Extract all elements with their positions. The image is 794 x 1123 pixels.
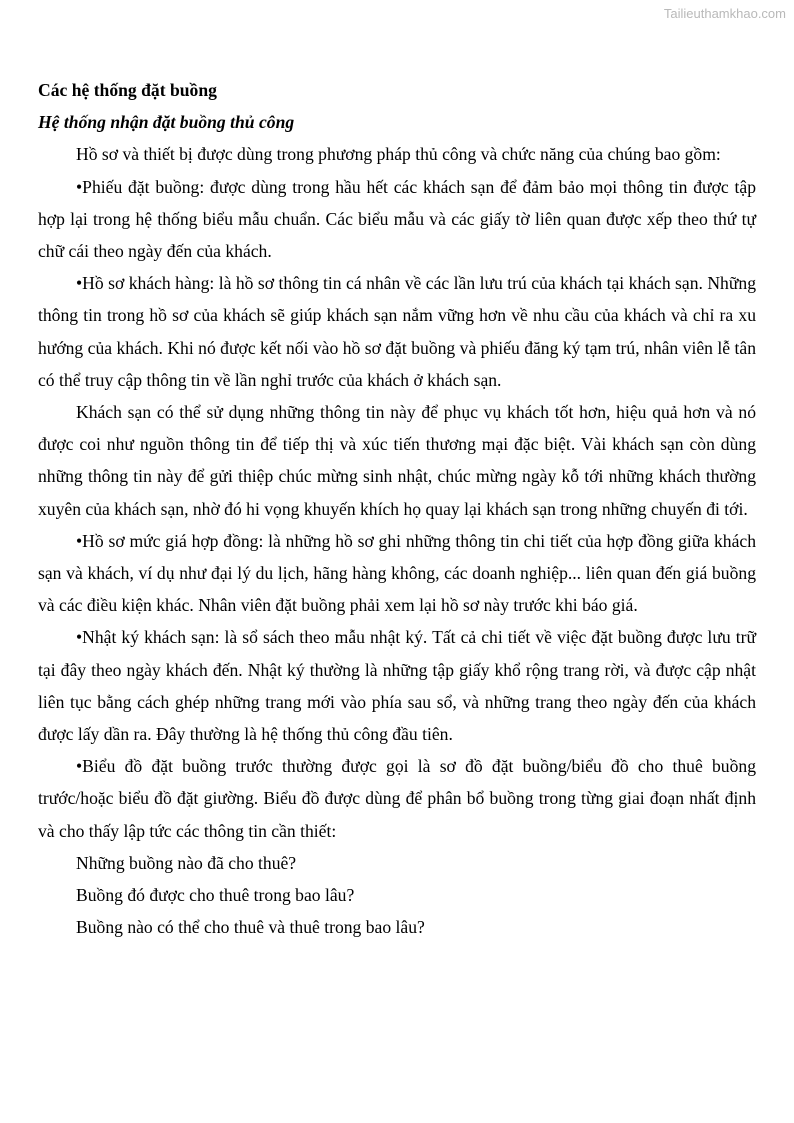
section-subtitle: Hệ thống nhận đặt buồng thủ công bbox=[38, 112, 295, 133]
question-item: Buồng nào có thể cho thuê và thuê trong bao lâu? bbox=[76, 917, 425, 938]
bullet-text: Nhật ký khách sạn: là sổ sách theo mẫu nhật ký. Tất cả chi tiết về việc đặt buồng được lưu trữ tại đây theo ngày khách đến. Nhật ký thường là những tập giấy khổ rộng trang rời, và được cập nhật liên tục bằng cách ghép những trang mới vào phía sau sổ, và những trang theo ngày đến của khách được lấy dần ra. Đây thường là hệ thống thủ công đầu tiên. bbox=[38, 627, 756, 745]
bullet-hotel-diary bbox=[38, 621, 756, 750]
bullet-text: Hồ sơ khách hàng: là hồ sơ thông tin cá nhân về các lần lưu trú của khách tại khách sạn. Những thông tin trong hồ sơ của khách sẽ giúp khách sạn nắm vững hơn về nhu cầu của khách và chỉ ra xu hướng của khách. Khi nó được kết nối vào hồ sơ đặt buồng và phiếu đăng ký tạm trú, nhân viên lễ tân có thể truy cập thông tin về lần nghỉ trước của khách ở khách sạn. bbox=[38, 273, 756, 390]
bullet-reservation-chart bbox=[38, 750, 756, 847]
section-title: Các hệ thống đặt buồng bbox=[38, 80, 217, 100]
bullet-contract-rates bbox=[38, 525, 756, 622]
question-item: Những buồng nào đã cho thuê? bbox=[76, 852, 297, 873]
bullet-text: Hồ sơ mức giá hợp đồng: là những hồ sơ ghi những thông tin chi tiết của hợp đồng giữa khách sạn và khách, ví dụ như đại lý du lịch, hãng hàng không, các doanh nghiệp... liên quan đến giá buồng và các điều kiện khác. Nhân viên đặt buồng phải xem lại hồ sơ này trước khi báo giá. bbox=[38, 530, 756, 616]
bullet-guest-profile bbox=[38, 267, 756, 396]
bullet-text: Biểu đồ đặt buồng trước thường được gọi là sơ đồ đặt buồng/biểu đồ cho thuê buồng trước/hoặc biểu đồ đặt giường. Biểu đồ được dùng để phân bổ buồng trong từng giai đoạn nhất định và cho thấy lập tức các thông tin cần thiết: bbox=[38, 756, 756, 841]
bullet-reservation-form bbox=[38, 171, 756, 268]
body-paragraph: Khách sạn có thể sử dụng những thông tin này để phục vụ khách tốt hơn, hiệu quả hơn và nó được coi như nguồn thông tin để tiếp thị và xúc tiến thương mại đặc biệt. Vài khách sạn còn dùng những thông tin này để gửi thiệp chúc mừng sinh nhật, chúc mừng ngày kỗ tới những khách thường xuyên của khách sạn, nhờ đó hi vọng khuyến khích họ quay lại khách sạn trong những chuyến đi tới. bbox=[38, 402, 756, 519]
document-body bbox=[38, 74, 756, 943]
intro-paragraph: Hồ sơ và thiết bị được dùng trong phương pháp thủ công và chức năng của chúng bao gồm: bbox=[76, 144, 721, 165]
watermark: Tailieuthamkhao.com bbox=[663, 6, 786, 21]
bullet-text: Phiếu đặt buồng: được dùng trong hầu hết các khách sạn để đảm bảo mọi thông tin được tập hợp lại trong hệ thống biểu mẫu chuẩn. Các biểu mẫu và các giấy tờ liên quan được xếp theo thứ tự chữ cái theo ngày đến của khách. bbox=[38, 176, 756, 262]
question-item: Buồng đó được cho thuê trong bao lâu? bbox=[76, 885, 355, 906]
